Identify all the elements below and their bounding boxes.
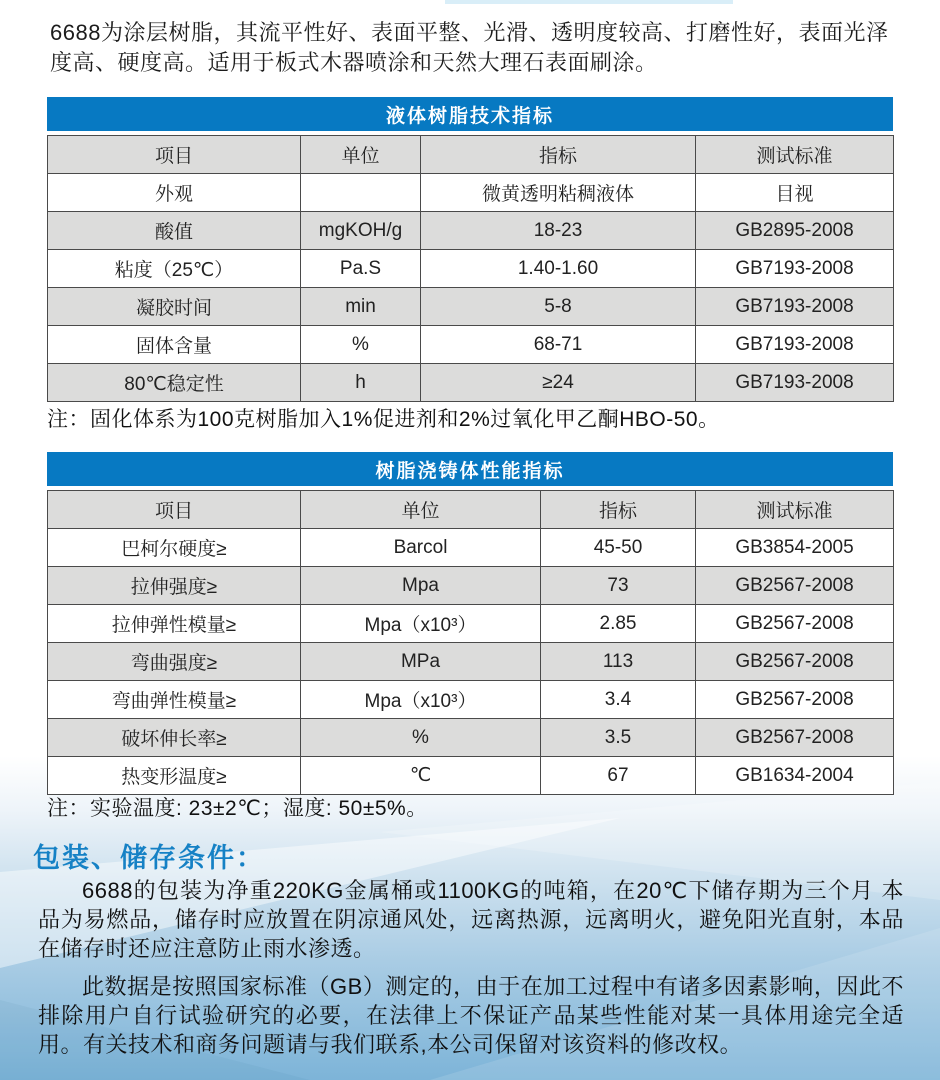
table-row (48, 288, 894, 326)
cell-item: 外观 (48, 174, 301, 212)
storage-section-heading: 包装、储存条件： (33, 843, 265, 873)
storage-paragraph-2: 此数据是按照国家标准（GB）测定的，由于在加工过程中有诸多因素影响，因此不排除用户自行试验研究的必要，在法律上不保证产品某些性能对某一具体用途完全适用。有关技术和商务问题请与我们联系,本公司保留对该资料的修改权。 (38, 974, 904, 1057)
table-row (48, 529, 894, 567)
cell-standard: GB7193-2008 (696, 326, 894, 364)
cell-standard: 目视 (696, 174, 894, 212)
cell-unit: ℃ (301, 757, 541, 795)
cell-standard: GB2567-2008 (696, 681, 894, 719)
cell-unit: Barcol (301, 529, 541, 567)
cell-item: 拉伸弹性模量≥ (48, 605, 301, 643)
liquid-resin-table-grid (47, 135, 894, 402)
cell-spec: ≥24 (421, 364, 696, 402)
liquid-resin-table-title: 液体树脂技术指标 (47, 97, 893, 131)
casting-performance-table (47, 452, 893, 795)
table-row (48, 681, 894, 719)
table-row (48, 326, 894, 364)
table-row (48, 605, 894, 643)
cell-standard: GB7193-2008 (696, 364, 894, 402)
col-header-unit: 单位 (301, 136, 421, 174)
cell-standard: GB2567-2008 (696, 605, 894, 643)
top-edge-fragment (445, 0, 733, 4)
cell-standard: GB1634-2004 (696, 757, 894, 795)
cell-unit: Pa.S (301, 250, 421, 288)
cell-item: 粘度（25℃） (48, 250, 301, 288)
cell-item: 凝胶时间 (48, 288, 301, 326)
cell-spec: 73 (541, 567, 696, 605)
cell-standard: GB2567-2008 (696, 567, 894, 605)
cell-spec: 67 (541, 757, 696, 795)
cell-unit: % (301, 326, 421, 364)
cell-standard: GB2567-2008 (696, 719, 894, 757)
cell-unit: min (301, 288, 421, 326)
cell-item: 弯曲弹性模量≥ (48, 681, 301, 719)
table1-note: 注：固化体系为100克树脂加入1%促进剂和2%过氧化甲乙酮HBO-50。 (47, 408, 720, 431)
cell-item: 巴柯尔硬度≥ (48, 529, 301, 567)
cell-item: 酸值 (48, 212, 301, 250)
table-row (48, 643, 894, 681)
cell-item: 弯曲强度≥ (48, 643, 301, 681)
cell-unit: h (301, 364, 421, 402)
cell-spec: 18-23 (421, 212, 696, 250)
col-header-item: 项目 (48, 491, 301, 529)
cell-spec: 68-71 (421, 326, 696, 364)
col-header-standard: 测试标准 (696, 136, 894, 174)
table-row (48, 174, 894, 212)
col-header-spec: 指标 (421, 136, 696, 174)
cell-unit: % (301, 719, 541, 757)
cell-spec: 1.40-1.60 (421, 250, 696, 288)
table-header-row (48, 136, 894, 174)
casting-performance-table-grid (47, 490, 894, 795)
cell-unit: MPa (301, 643, 541, 681)
table-row (48, 757, 894, 795)
col-header-item: 项目 (48, 136, 301, 174)
cell-item: 固体含量 (48, 326, 301, 364)
cell-standard: GB2567-2008 (696, 643, 894, 681)
col-header-standard: 测试标准 (696, 491, 894, 529)
intro-paragraph: 6688为涂层树脂，其流平性好、表面平整、光滑、透明度较高、打磨性好，表面光泽度高、硬度高。适用于板式木器喷涂和天然大理石表面刷涂。 (50, 20, 889, 75)
col-header-spec: 指标 (541, 491, 696, 529)
cell-unit: Mpa (301, 567, 541, 605)
cell-spec: 2.85 (541, 605, 696, 643)
cell-standard: GB3854-2005 (696, 529, 894, 567)
cell-item: 热变形温度≥ (48, 757, 301, 795)
storage-paragraph-1: 6688的包装为净重220KG金属桶或1100KG的吨箱，在20℃下储存期为三个月 本品为易燃品，储存时应放置在阴凉通风处，远离热源，远离明火，避免阳光直射，本品在储存时还应注意防止雨水渗透。 (38, 878, 904, 961)
cell-item: 80℃稳定性 (48, 364, 301, 402)
table-row (48, 212, 894, 250)
cell-item: 拉伸强度≥ (48, 567, 301, 605)
liquid-resin-table (47, 97, 893, 402)
col-header-unit: 单位 (301, 491, 541, 529)
cell-unit: mgKOH/g (301, 212, 421, 250)
cell-standard: GB2895-2008 (696, 212, 894, 250)
cell-unit: Mpa（x10³） (301, 605, 541, 643)
cell-unit (301, 174, 421, 212)
cell-spec: 3.4 (541, 681, 696, 719)
cell-spec: 5-8 (421, 288, 696, 326)
table-row (48, 364, 894, 402)
table-row (48, 250, 894, 288)
cell-standard: GB7193-2008 (696, 288, 894, 326)
casting-performance-table-title: 树脂浇铸体性能指标 (47, 452, 893, 486)
table-header-row (48, 491, 894, 529)
cell-item: 破坏伸长率≥ (48, 719, 301, 757)
table-row (48, 567, 894, 605)
cell-spec: 113 (541, 643, 696, 681)
cell-unit: Mpa（x10³） (301, 681, 541, 719)
table2-note: 注：实验温度: 23±2℃；湿度: 50±5%。 (47, 797, 428, 820)
cell-spec: 3.5 (541, 719, 696, 757)
cell-standard: GB7193-2008 (696, 250, 894, 288)
cell-spec: 45-50 (541, 529, 696, 567)
cell-spec: 微黄透明粘稠液体 (421, 174, 696, 212)
table-row (48, 719, 894, 757)
